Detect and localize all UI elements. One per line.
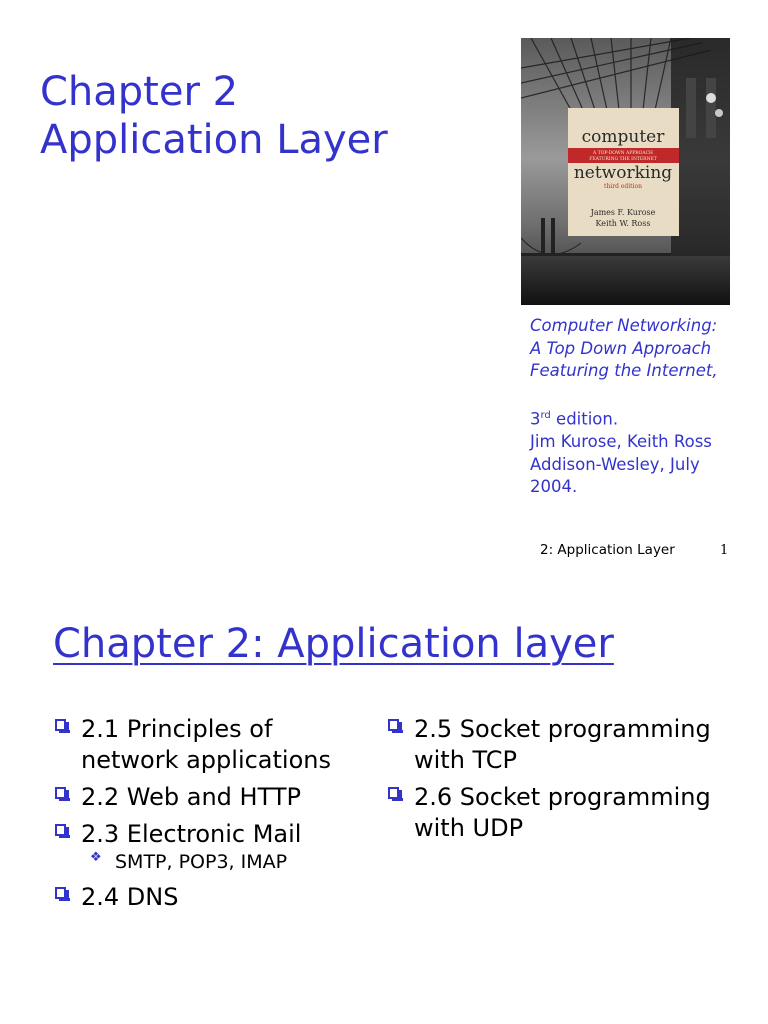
checkbox-bullet-icon	[388, 719, 399, 731]
cover-author-1: James F. Kurose	[590, 208, 656, 217]
reference-title-line-1: Computer Networking:	[530, 316, 718, 335]
cover-edition: third edition	[604, 183, 642, 190]
outline-item: 2.5 Socket programming with TCP	[386, 714, 736, 776]
diamond-bullet-icon: ❖	[90, 850, 102, 865]
title-line-2: Application Layer	[40, 117, 388, 163]
book-reference	[530, 315, 766, 499]
title-line-1: Chapter 2	[40, 69, 239, 115]
cover-subtitle-line-1: A TOP-DOWN APPROACH	[593, 151, 653, 156]
reference-title-line-3: Featuring the Internet,	[530, 361, 718, 380]
checkbox-bullet-icon	[388, 787, 399, 799]
outline-sub-item: ❖ SMTP, POP3, IMAP	[90, 850, 288, 873]
slide-2-title: Chapter 2: Application layer	[53, 621, 614, 667]
outline-right-column	[386, 714, 736, 850]
reference-title-line-2: A Top Down Approach	[530, 338, 712, 358]
slide-1-title	[40, 68, 388, 164]
outline-left-column	[53, 714, 373, 919]
page-number: 1	[720, 543, 729, 558]
reference-publisher: Addison-Wesley, July	[530, 454, 700, 474]
checkbox-bullet-icon	[55, 719, 66, 731]
outline-item: 2.3 Electronic Mail	[53, 819, 373, 850]
cover-title-word-1: computer	[581, 127, 665, 147]
cover-title-word-2: networking	[573, 163, 673, 183]
outline-item: 2.2 Web and HTTP	[53, 782, 373, 813]
checkbox-bullet-icon	[55, 824, 66, 836]
cover-subtitle-line-2: FEATURING THE INTERNET	[589, 157, 657, 162]
checkbox-bullet-icon	[55, 787, 66, 799]
outline-item: 2.1 Principles of network applications	[53, 714, 373, 776]
slide-2	[0, 576, 768, 1024]
checkbox-bullet-icon	[55, 887, 66, 899]
cover-author-2: Keith W. Ross	[595, 219, 651, 228]
reference-year: 2004.	[530, 477, 578, 496]
slide-footer: 2: Application Layer	[540, 542, 675, 558]
reference-edition: 3rd edition.	[530, 409, 619, 429]
reference-authors: Jim Kurose, Keith Ross	[530, 432, 712, 451]
outline-item: 2.6 Socket programming with UDP	[386, 782, 736, 844]
outline-item: 2.4 DNS	[53, 882, 373, 913]
book-cover-image	[521, 38, 730, 305]
